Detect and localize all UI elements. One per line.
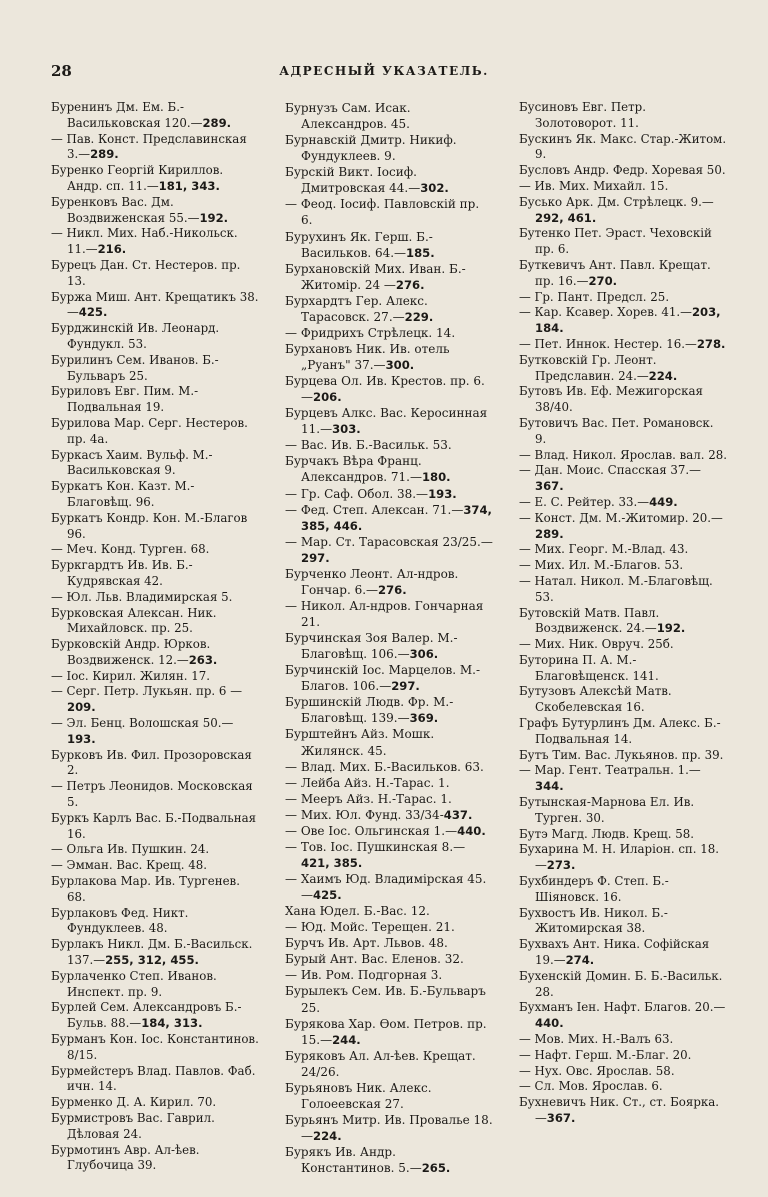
directory-entry: Бурскій Викт. Іосиф. Дмитровская 44.—302. [285, 165, 449, 196]
directory-entry: Бутъ Тим. Вас. Лукьянов. пр. 39. [519, 747, 724, 762]
directory-entry: Буршинскій Людв. Фр. М.-Благовѣщ. 139.—369. [285, 695, 454, 726]
directory-entry: — Никл. Мих. Наб.-Никольск. 11.—216. [51, 226, 238, 257]
directory-entry: — Гр. Пант. Предсл. 25. [519, 289, 670, 304]
directory-entry: — Нафт. Герш. М.-Благ. 20. [519, 1047, 692, 1062]
directory-entry: Бурджинскій Ив. Леонард. Фундукл. 53. [51, 321, 220, 351]
directory-entry: Бухвахъ Ант. Ника. Софійская 19.—274. [519, 937, 710, 968]
directory-entry: — Е. С. Рейтер. 33.—449. [519, 494, 678, 509]
directory-entry: — Влад. Мих. Б.-Васильков. 63. [285, 759, 484, 774]
directory-entry: — Мих. Юл. Фунд. 33/34-437. [285, 807, 473, 822]
directory-entry: — Мов. Мих. Н.-Валъ 63. [519, 1032, 674, 1047]
directory-entry: Бутковскій Гр. Леонт. Предславин. 24.—224. [519, 352, 678, 383]
directory-entry: — Эл. Бенц. Волошская 50.—193. [51, 716, 234, 746]
directory-entry: — Мих. Ил. М.-Благов. 53. [519, 558, 684, 573]
directory-entry: Бухневичъ Ник. Ст., ст. Боярка.—367. [519, 1095, 720, 1125]
directory-entry: — Петръ Леонидов. Московская 5. [51, 779, 253, 810]
directory-entry: Буркатъ Кондр. Кон. М.-Благов 96. [51, 510, 248, 541]
directory-entry: Буриловъ Евг. Пим. М.-Подвальная 19. [51, 384, 199, 415]
directory-entry: Бускинъ Як. Макс. Стар.-Житом. 9. [519, 131, 727, 162]
directory-entry: Бусиновъ Евг. Петр. Золотоворот. 11. [519, 100, 646, 130]
directory-entry: — Тов. Іос. Пушкинская 8.—421, 385. [285, 839, 466, 870]
column-2 [285, 100, 493, 1176]
directory-entry: Бурхановскій Мих. Иван. Б.-Житомір. 24 —276. [285, 261, 466, 292]
directory-entry: Буркъ Карлъ Вас. Б.-Подвальная 16. [51, 810, 257, 841]
directory-entry: Бутовъ Ив. Еф. Межигорская 38/40. [519, 384, 703, 415]
directory-entry: Бурмотинъ Авр. Ал-ѣев. Глубочица 39. [51, 1142, 200, 1173]
directory-entry: Бурлей Сем. Александровъ Б.-Бульв. 88.—184, 313. [51, 1000, 242, 1031]
directory-entry: Бухманъ Іен. Нафт. Благов. 20.—440. [519, 1000, 726, 1031]
directory-entry: Бурковъ Ив. Фил. Прозоровская 2. [51, 747, 252, 778]
directory-entry: — Ив. Ром. Подгорная 3. [285, 968, 443, 983]
directory-entry: — Никол. Ал-ндров. Гончарная 21. [285, 598, 484, 629]
directory-entry: — Гр. Саф. Обол. 38.—193. [285, 486, 457, 501]
directory-entry: Хана Юдел. Б.-Вас. 12. [285, 904, 430, 919]
directory-entry: Бурлакъ Никл. Дм. Б.-Васильск. 137.—255, 312, 455. [51, 937, 253, 968]
directory-entry: Бутынская-Марнова Ел. Ив. Турген. 30. [519, 795, 695, 825]
directory-entry: Бутузовъ Алексѣй Матв. Скобелевская 16. [519, 684, 672, 715]
directory-entry: Бурьянъ Митр. Ив. Провалье 18.—224. [285, 1112, 493, 1143]
directory-entry: — Сл. Мов. Ярослав. 6. [519, 1079, 663, 1094]
directory-entry: Бурманъ Кон. Іос. Константинов. 8/15. [51, 1032, 259, 1062]
directory-entry: Буркатъ Кон. Казт. М.-Благовѣщ. 96. [51, 479, 195, 509]
directory-entry: — Вас. Ив. Б.-Васильк. 53. [285, 438, 452, 453]
directory-entry: Буторина П. А. М.-Благовѣщенск. 141. [519, 652, 659, 683]
directory-entry: Бурчакъ Вѣра Франц. Александров. 71.—180. [285, 454, 451, 485]
directory-entry: — Ив. Мих. Михайл. 15. [519, 178, 669, 193]
directory-entry: Бутовичъ Вас. Пет. Романовск. 9. [519, 415, 714, 446]
directory-entry: Бутовскій Матв. Павл. Воздвиженск. 24.—192. [519, 605, 686, 636]
directory-entry: Бурмейстеръ Влад. Павлов. Фаб. ичн. 14. [51, 1063, 256, 1094]
directory-entry: Буренковъ Вас. Дм. Воздвиженская 55.—192. [51, 194, 229, 225]
directory-entry: Бурякъ Ив. Андр. Константинов. 5.—265. [285, 1145, 451, 1176]
directory-entry: Бурчинскій Іос. Марцелов. М.-Благов. 106.—297. [285, 663, 481, 694]
directory-entry: Бурнавскій Дмитр. Никиф. Фундуклеев. 9. [285, 133, 457, 164]
directory-entry: Бурцевъ Алкс. Вас. Керосинная 11.—303. [285, 406, 488, 437]
directory-entry: Бурштейнъ Айз. Мошк. Жилянск. 45. [285, 727, 435, 758]
directory-entry: Бурылекъ Сем. Ив. Б.-Бульваръ 25. [285, 984, 486, 1015]
directory-entry: Буткевичъ Ант. Павл. Крещат. пр. 16.—270. [519, 257, 711, 288]
page-header-title: АДРЕСНЫЙ УКАЗАТЕЛЬ. [279, 64, 489, 78]
directory-entry: Бусько Арк. Дм. Стрѣлецк. 9.—292, 461. [519, 194, 714, 225]
directory-entry: — Фед. Степ. Алексан. 71.—374, 385, 446. [285, 502, 492, 533]
directory-entry: Бурухинъ Як. Герш. Б.-Васильков. 64.—185. [285, 229, 435, 260]
directory-entry: — Ове Іос. Ольгинская 1.—440. [285, 823, 486, 838]
directory-entry: Бурнузъ Сам. Исак. Александров. 45. [285, 101, 411, 132]
directory-entry: — Феод. Іосиф. Павловскій пр. 6. [285, 197, 480, 228]
directory-entry: Бурякова Хар. Ѳом. Петров. пр. 15.—244. [285, 1016, 487, 1047]
directory-entry: — Лейба Айз. Н.-Тарас. 1. [285, 775, 450, 790]
directory-entry: Бурилинъ Сем. Иванов. Б.-Бульваръ 25. [51, 352, 219, 383]
directory-entry: — Нух. Овс. Ярослав. 58. [519, 1063, 675, 1078]
directory-entry: — Пав. Конст. Предславинская 3.—289. [51, 131, 247, 162]
directory-entry: Бурецъ Дан. Ст. Нестеров. пр. 13. [51, 257, 241, 288]
directory-entry: — Эмман. Вас. Крещ. 48. [51, 858, 208, 873]
directory-entry: — Меч. Конд. Турген. 68. [51, 542, 210, 557]
directory-entry: Бурхановъ Ник. Ив. отель „Руанъ" 37.—300. [285, 341, 450, 372]
directory-entry: — Мар. Ст. Тарасовская 23/25.—297. [285, 534, 493, 565]
directory-entry: Бурлаковъ Фед. Никт. Фундуклеев. 48. [51, 905, 189, 936]
column-1 [51, 100, 259, 1174]
directory-entry: — Ольга Ив. Пушкин. 24. [51, 842, 210, 857]
directory-entry: — Мих. Георг. М.-Влад. 43. [519, 542, 689, 557]
directory-entry: Бурлакова Мар. Ив. Тургенев. 68. [51, 874, 240, 904]
directory-entry: Бурчъ Ив. Арт. Львов. 48. [285, 936, 448, 951]
directory-entry: — Конст. Дм. М.-Житомир. 20.—289. [519, 510, 723, 541]
directory-entry: — Натал. Никол. М.-Благовѣщ. 53. [519, 573, 713, 604]
directory-entry: Бурлаченко Степ. Иванов. Инспект. пр. 9. [51, 968, 217, 999]
directory-entry: Графъ Бутурлинъ Дм. Алекс. Б.-Подвальная 14. [519, 716, 721, 746]
directory-entry: Бурковскій Андр. Юрков. Воздвиженск. 12.—263. [51, 637, 218, 667]
directory-entry: Бухенскій Домин. Б. Б.-Васильк. 28. [519, 968, 723, 999]
directory-entry: — Мееръ Айз. Н.-Тарас. 1. [285, 791, 452, 806]
column-3 [519, 100, 727, 1127]
directory-entry: Бурьяновъ Ник. Алекс. Голоеевская 27. [285, 1080, 432, 1111]
directory-entry: Бусловъ Андр. Федр. Хоревая 50. [519, 163, 726, 178]
directory-entry: — Іос. Кирил. Жилян. 17. [51, 668, 210, 683]
directory-entry: Буренко Георгій Кириллов. Андр. сп. 11.—181, 343. [51, 163, 224, 193]
directory-entry: Бухарина М. Н. Иларіон. сп. 18.—273. [519, 842, 720, 873]
directory-entry: Буркасъ Хаим. Вульф. М.-Васильковская 9. [51, 447, 213, 478]
directory-entry: Бурковская Алексан. Ник. Михайловск. пр. 25. [51, 605, 217, 636]
directory-entry: — Пет. Иннок. Нестер. 16.—278. [519, 336, 726, 351]
page-number: 28 [51, 62, 72, 80]
directory-entry: Бутенко Пет. Эраст. Чеховскій пр. 6. [519, 226, 712, 257]
directory-entry: Бухбиндеръ Ф. Степ. Б.-Шіяновск. 16. [519, 874, 669, 904]
directory-entry: Бурчинская Зоя Валер. М.-Благовѣщ. 106.—306. [285, 631, 458, 662]
directory-entry: — Кар. Ксавер. Хорев. 41.—203, 184. [519, 305, 721, 336]
directory-entry: Бурмистровъ Вас. Гаврил. Дѣловая 24. [51, 1111, 215, 1141]
directory-entry: Бурченко Леонт. Ал-ндров. Гончар. 6.—276. [285, 566, 459, 597]
directory-entry: Бурхардтъ Гер. Алекс. Тарасовск. 27.—229. [285, 293, 434, 324]
directory-entry: — Мар. Гент. Театральн. 1.—344. [519, 763, 701, 794]
directory-entry: — Юд. Мойс. Терещен. 21. [285, 920, 455, 935]
directory-entry: Буржа Миш. Ант. Крещатикъ 38.—425. [51, 289, 259, 320]
directory-entry: Буренинъ Дм. Ем. Б.-Васильковская 120.—289. [51, 100, 232, 130]
directory-entry: — Мих. Ник. Овруч. 25б. [519, 637, 674, 652]
directory-entry: Бухвостъ Ив. Никол. Б.-Житомирская 38. [519, 905, 668, 936]
directory-entry: — Фридрихъ Стрѣлецк. 14. [285, 325, 456, 340]
directory-entry: — Хаимъ Юд. Владимірская 45.—425. [285, 872, 487, 903]
directory-entry: Бутэ Магд. Людв. Крещ. 58. [519, 826, 694, 841]
directory-entry: Буркгардтъ Ив. Ив. Б.-Кудрявская 42. [51, 558, 193, 588]
directory-entry: Бурменко Д. А. Кирил. 70. [51, 1095, 217, 1110]
directory-entry: — Серг. Петр. Лукьян. пр. 6 —209. [51, 684, 242, 715]
directory-entry: Бурый Ант. Вас. Еленов. 32. [285, 952, 464, 967]
directory-entry: — Влад. Никол. Ярослав. вал. 28. [519, 447, 728, 462]
directory-entry: — Дан. Моис. Спасская 37.—367. [519, 463, 701, 494]
directory-entry: Бурилова Мар. Серг. Нестеров. пр. 4а. [51, 415, 248, 446]
directory-entry: — Юл. Льв. Владимирская 5. [51, 589, 233, 604]
directory-entry: Буряковъ Ал. Ал-ѣев. Крещат. 24/26. [285, 1048, 476, 1079]
directory-entry: Бурцева Ол. Ив. Крестов. пр. 6.—206. [285, 374, 485, 405]
